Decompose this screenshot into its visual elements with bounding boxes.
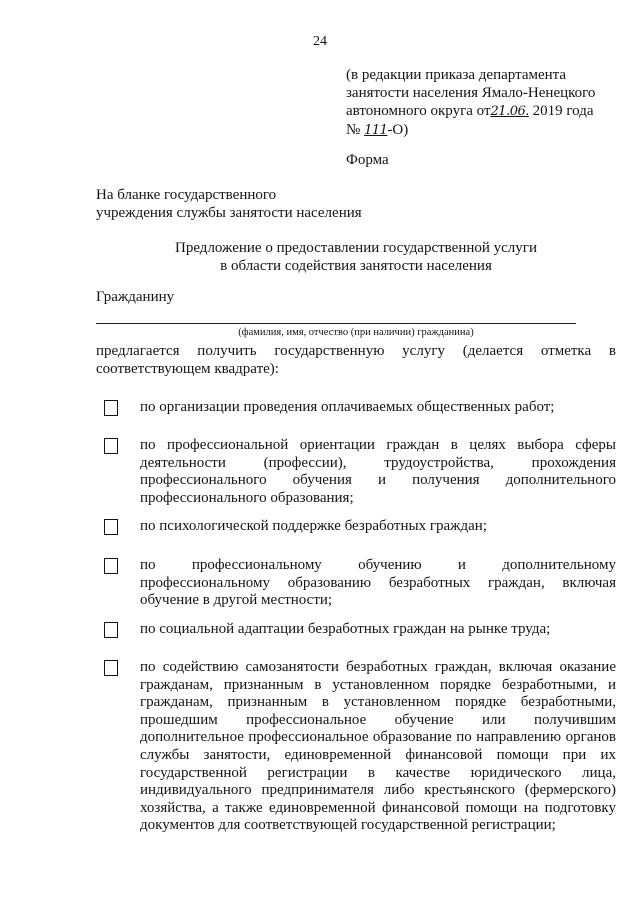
revision-line-3 [346, 102, 626, 121]
letterhead-line-1: На бланке государственного [96, 187, 277, 203]
number-suffix: -О) [387, 122, 409, 138]
checkbox-social-adaptation[interactable] [104, 622, 118, 638]
option-text: по профессиональной ориентации граждан в целях выбора сферы деятельности (профессии), трудоустройства, прохождения профессионального обучения и получения дополнительного профессионального образования; [140, 437, 616, 506]
option-text: по профессиональному обучению и дополнительному профессиональному образованию безработных граждан, включая обучение в другой местности; [140, 557, 616, 609]
form-label: Форма [346, 152, 389, 168]
revision-line-1: (в редакции приказа департамента [346, 67, 567, 83]
revision-line-4 [346, 121, 626, 140]
option-text: по психологической поддержке безработных граждан; [140, 518, 487, 534]
document-title-line-2: в области содействия занятости населения [220, 258, 492, 274]
page-number: 24 [313, 34, 327, 49]
option-text: по социальной адаптации безработных граждан на рынке труда; [140, 621, 551, 637]
letterhead-note [96, 186, 362, 222]
name-fill-line[interactable] [96, 323, 576, 324]
revision-line-3-start: автономного округа от [346, 103, 491, 119]
handwritten-number: 111 [364, 123, 388, 138]
document-title [96, 239, 616, 275]
revision-line-2: занятости населения Ямало-Ненецкого [346, 85, 596, 101]
checkbox-self-employment[interactable] [104, 660, 118, 676]
revision-note [346, 66, 626, 140]
name-fill-hint: (фамилия, имя, отчество (при наличии) гражданина) [238, 327, 474, 338]
checkbox-psychological-support[interactable] [104, 519, 118, 535]
number-sign: № [346, 122, 361, 138]
checkbox-public-works[interactable] [104, 400, 118, 416]
option-text: по организации проведения оплачиваемых общественных работ; [140, 399, 555, 415]
addressee-label: Гражданину [96, 289, 175, 305]
intro-text: предлагается получить государственную услугу (делается отметка в соответствующем квадрате): [96, 343, 616, 377]
checkbox-career-guidance[interactable] [104, 438, 118, 454]
option-text: по содействию самозанятости безработных граждан, включая оказание гражданам, признанным в установленном порядке безработными, и гражданам, признанным в установленном порядке безработными, прошедшим профессиональное обучение или получившим дополнительное профессиональное образование по направлению органов службы занятости, единовременной финансовой помощи при их государственной регистрации в качестве юридического лица, индивидуального предпринимателя либо крестьянского (фермерского) хозяйства, а также единовременной финансовой помощи на подготовку документов для соответствующей государственной регистрации; [140, 659, 616, 834]
handwritten-date: 21.06. [490, 104, 529, 119]
document-title-line-1: Предложение о предоставлении государственной услуги [175, 240, 537, 256]
revision-year: 2019 года [532, 103, 594, 119]
letterhead-line-2: учреждения службы занятости населения [96, 205, 362, 221]
checkbox-professional-training[interactable] [104, 558, 118, 574]
